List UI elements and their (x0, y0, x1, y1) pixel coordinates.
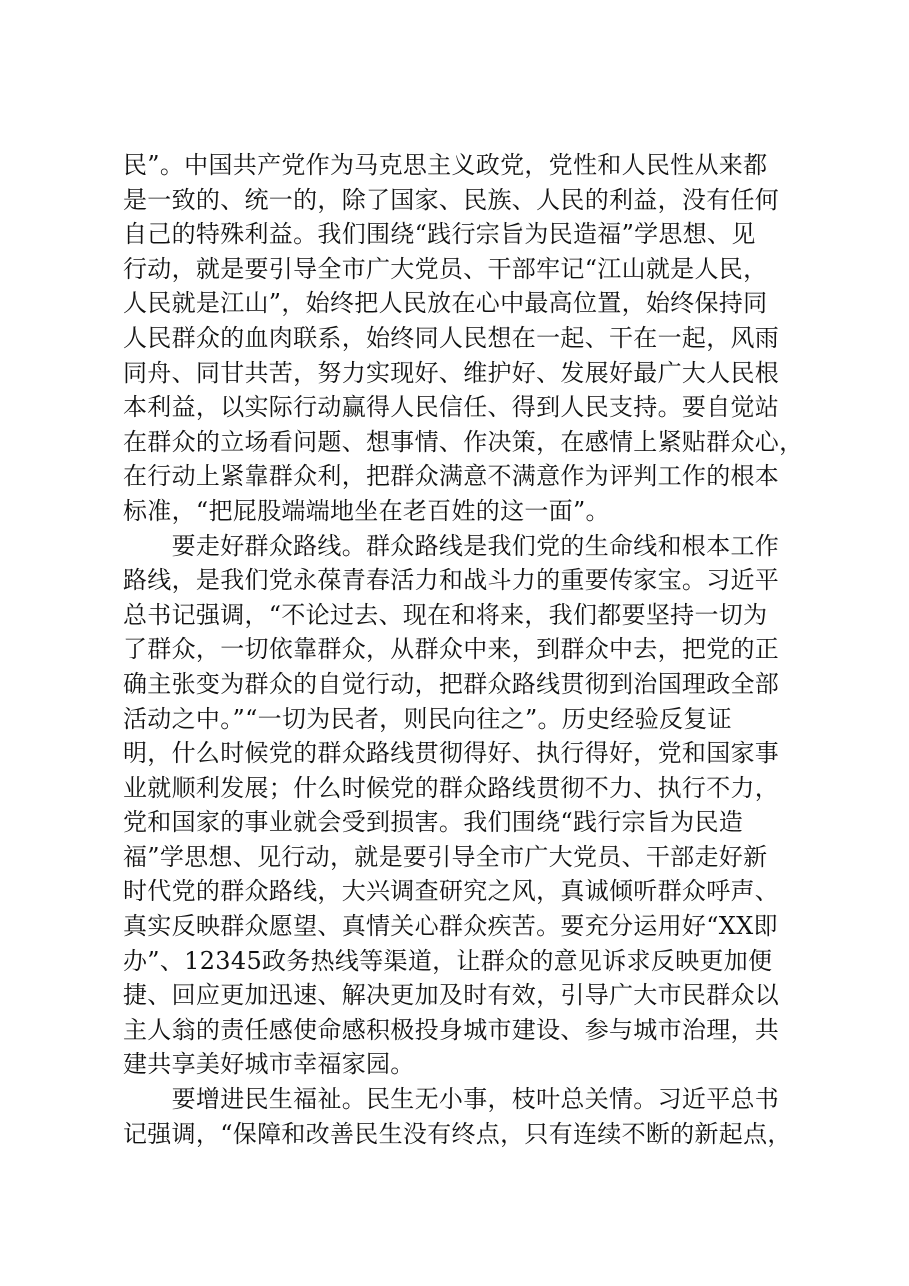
text-line: 办”、12345政务热线等渠道，让群众的意见诉求反映更加便 (123, 946, 773, 975)
text-line: 人民群众的血肉联系，始终同人民想在一起、干在一起，风雨 (123, 323, 780, 352)
text-line: 是一致的、统一的，除了国家、民族、人民的利益，没有任何 (123, 185, 780, 214)
text-line: 在群众的立场看问题、想事情、作决策，在感情上紧贴群众心， (123, 427, 804, 456)
text-line: 记强调，“保障和改善民生没有终点，只有连续不断的新起点， (123, 1119, 792, 1148)
paragraph-start-line: 要增进民生福祉。民生无小事，枝叶总关情。习近平总书 (123, 1085, 780, 1114)
text-line: 路线，是我们党永葆青春活力和战斗力的重要传家宝。习近平 (123, 566, 780, 595)
text-line: 行动，就是要引导全市广大党员、干部牢记“江山就是人民， (123, 254, 768, 283)
text-line: 总书记强调，“不论过去、现在和将来，我们都要坚持一切为 (123, 600, 768, 629)
text-line: 本利益，以实际行动赢得人民信任、得到人民支持。要自觉站 (123, 393, 780, 422)
text-line: 捷、回应更加迅速、解决更加及时有效，引导广大市民群众以 (123, 981, 780, 1010)
text-line: 同舟、同甘共苦，努力实现好、维护好、发展好最广大人民根 (123, 358, 780, 387)
text-line: 建共享美好城市幸福家园。 (123, 1050, 415, 1079)
text-line: 确主张变为群众的自觉行动，把群众路线贯彻到治国理政全部 (123, 669, 780, 698)
text-line: 党和国家的事业就会受到损害。我们围绕“践行宗旨为民造 (123, 808, 744, 837)
paragraph-start-line: 要走好群众路线。群众路线是我们党的生命线和根本工作 (123, 531, 780, 560)
text-line: 业就顺利发展；什么时候党的群众路线贯彻不力、执行不力， (123, 773, 780, 802)
text-line: 活动之中。”“一切为民者，则民向往之”。历史经验反复证 (123, 704, 732, 733)
text-line: 明，什么时候党的群众路线贯彻得好、执行得好，党和国家事 (123, 739, 780, 768)
text-line: 福”学思想、见行动，就是要引导全市广大党员、干部走好新 (123, 842, 768, 871)
text-line: 了群众，一切依靠群众，从群众中来，到群众中去，把党的正 (123, 635, 780, 664)
text-line: 民”。中国共产党作为马克思主义政党，党性和人民性从来都 (123, 151, 768, 179)
text-line: 时代党的群众路线，大兴调查研究之风，真诚倾听群众呼声、 (123, 877, 780, 906)
text-line: 标准，“把屁股端端地坐在老百姓的这一面”。 (123, 496, 610, 525)
text-line: 真实反映群众愿望、真情关心群众疾苦。要充分运用好“XX即 (123, 912, 778, 941)
text-line: 自己的特殊利益。我们围绕“践行宗旨为民造福”学思想、见 (123, 220, 756, 249)
text-line: 主人翁的责任感使命感积极投身城市建设、参与城市治理，共 (123, 1015, 780, 1044)
text-line: 人民就是江山”，始终把人民放在心中最高位置，始终保持同 (123, 289, 768, 318)
text-line: 在行动上紧靠群众利，把群众满意不满意作为评判工作的根本 (123, 462, 780, 491)
body-text (123, 148, 804, 1151)
